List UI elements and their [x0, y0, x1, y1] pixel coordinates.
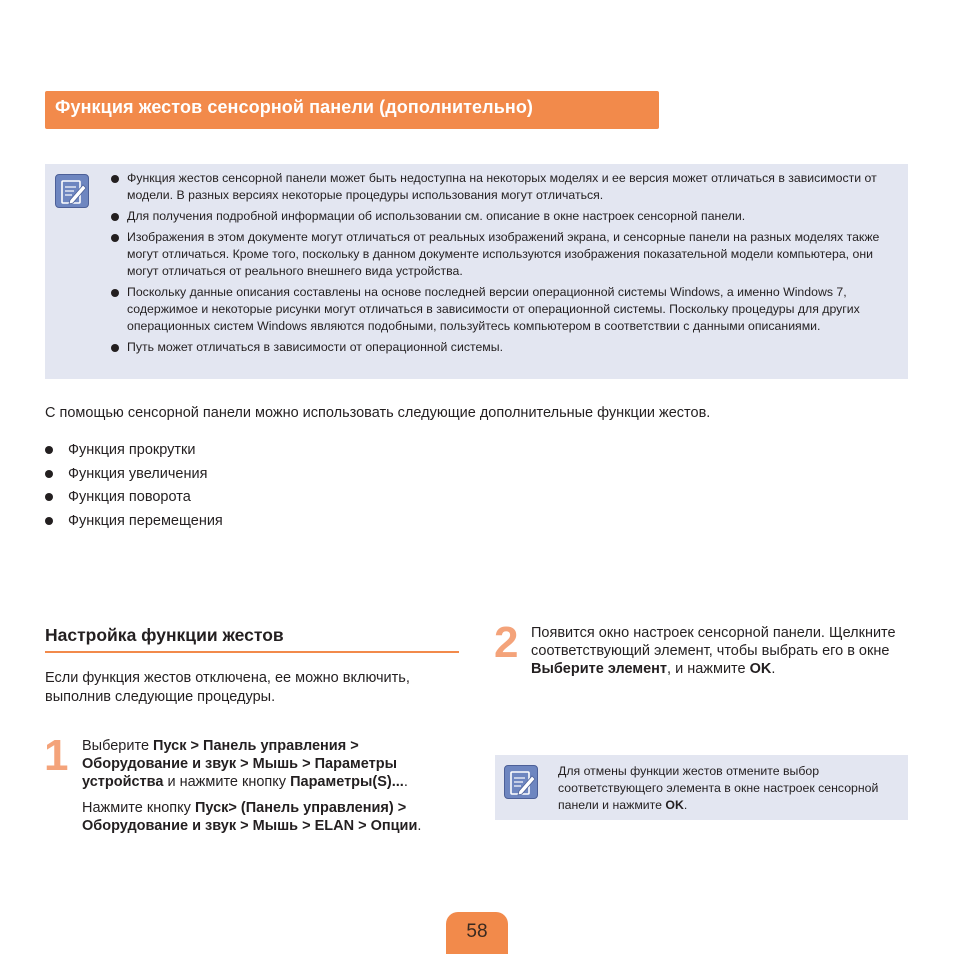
note-2-text: Для отмены функции жестов отмените выбор соответствующего элемента в окне настроек сенсорной панели и нажмите OK.	[558, 764, 879, 812]
page-title: Функция жестов сенсорной панели (дополнительно)	[55, 97, 534, 117]
step-1-paragraph: Выберите Пуск > Панель управления > Оборудование и звук > Мышь > Параметры устройства и нажмите кнопку Параметры(S)....	[82, 738, 408, 790]
note-list	[111, 170, 894, 360]
feature-item: Функция поворота	[45, 487, 223, 511]
feature-item: Функция перемещения	[45, 511, 223, 535]
step-1-number: 1	[44, 731, 69, 780]
section-paragraph: Если функция жестов отключена, ее можно включить, выполнив следующие процедуры.	[45, 670, 410, 705]
feature-list	[45, 440, 223, 534]
step-2-text	[531, 624, 911, 678]
bullet-dot-icon	[45, 446, 53, 454]
bullet-dot-icon	[111, 213, 119, 221]
bullet-dot-icon	[111, 344, 119, 352]
feature-item: Функция прокрутки	[45, 440, 223, 464]
note-box-2	[495, 755, 908, 820]
step-1-alt-paragraph: Нажмите кнопку Пуск> (Панель управления) > Оборудование и звук > Мышь > ELAN > Опции.	[82, 800, 422, 834]
note-item: Функция жестов сенсорной панели может быть недоступна на некоторых моделях и ее версия может отличаться в зависимости от модели. В разных версиях некоторые процедуры использования могут отличаться.	[111, 170, 894, 204]
feature-item: Функция увеличения	[45, 464, 223, 488]
bullet-dot-icon	[111, 175, 119, 183]
page-number: 58	[466, 921, 488, 942]
note-item: Для получения подробной информации об использовании см. описание в окне настроек сенсорной панели.	[111, 208, 894, 225]
bullet-dot-icon	[45, 470, 53, 478]
note-item: Путь может отличаться в зависимости от операционной системы.	[111, 339, 894, 356]
step-1-text	[82, 737, 460, 843]
bullet-dot-icon	[111, 234, 119, 242]
step-2-number: 2	[494, 618, 519, 667]
bullet-dot-icon	[45, 493, 53, 501]
note-item: Изображения в этом документе могут отличаться от реальных изображений экрана, и сенсорные панели на разных моделях также могут отличаться. Кроме того, поскольку в данном документе используются изображения показательной модели компьютера, они могут отличаться от реального внешнего вида устройства.	[111, 229, 894, 280]
step-2-paragraph: Появится окно настроек сенсорной панели. Щелкните соответствующий элемент, чтобы выбрать его в окне Выберите элемент, и нажмите OK.	[531, 625, 896, 677]
note-box	[45, 164, 908, 379]
note-item: Поскольку данные описания составлены на основе последней версии операционной системы Windows, а именно Windows 7, содержимое и некоторые рисунки могут отличаться в зависимости от операционной системы. Поскольку процедуры для других операционных систем Windows являются подобными, пользуйтесь компьютером в соответствии с данными описаниями.	[111, 284, 894, 335]
section-divider	[45, 651, 459, 653]
note-pencil-icon	[55, 174, 89, 208]
intro-text: С помощью сенсорной панели можно использовать следующие дополнительные функции жестов.	[45, 405, 711, 421]
page-title-bar	[45, 91, 659, 129]
bullet-dot-icon	[111, 289, 119, 297]
bullet-dot-icon	[45, 517, 53, 525]
section-heading: Настройка функции жестов	[45, 625, 284, 645]
note-pencil-icon	[504, 765, 538, 799]
page-number-badge	[446, 912, 508, 954]
